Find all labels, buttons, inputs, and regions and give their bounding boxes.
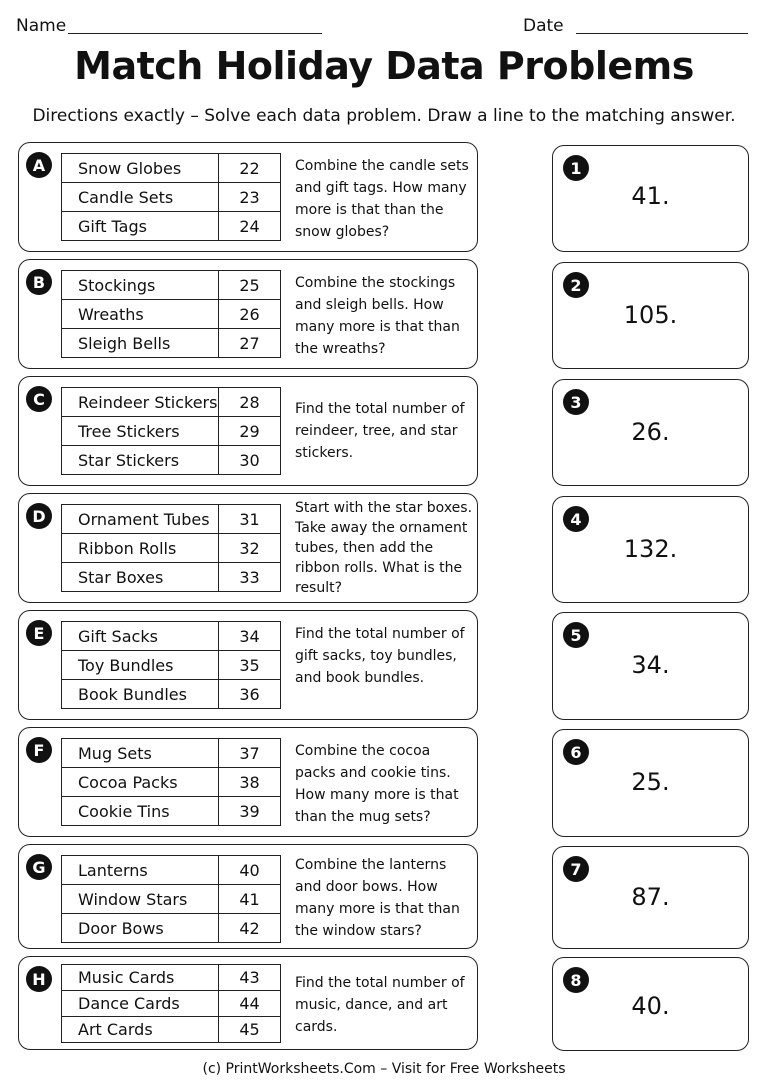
row-label: Gift Sacks [62, 622, 219, 651]
row-label: Ornament Tubes [62, 505, 219, 534]
row-label: Tree Stickers [62, 417, 219, 446]
problem-card-a [18, 142, 478, 252]
table-row [62, 183, 281, 212]
row-value: 22 [219, 154, 281, 183]
row-value: 26 [219, 300, 281, 329]
table-row [62, 446, 281, 475]
row-value: 38 [219, 768, 281, 797]
data-table [61, 504, 281, 592]
row-value: 39 [219, 797, 281, 826]
row-label: Door Bows [62, 914, 219, 943]
row-value: 43 [219, 965, 281, 991]
table-row [62, 388, 281, 417]
letter-badge: G [26, 854, 52, 880]
table-row [62, 505, 281, 534]
answer-number-badge: 5 [563, 622, 589, 648]
row-label: Cocoa Packs [62, 768, 219, 797]
name-line[interactable] [68, 33, 322, 34]
table-row [62, 885, 281, 914]
answer-value: 25. [631, 768, 670, 796]
letter-badge: H [26, 966, 52, 992]
data-table [61, 621, 281, 709]
answer-value: 132. [623, 535, 678, 563]
row-value: 33 [219, 563, 281, 592]
question-text: Find the total number of music, dance, and art cards. [295, 975, 465, 1035]
data-table [61, 738, 281, 826]
row-value: 30 [219, 446, 281, 475]
data-table [61, 270, 281, 358]
table-row [62, 1017, 281, 1043]
question-text: Start with the star boxes. Take away the ornament tubes, then add the ribbon rolls. What is the result? [295, 500, 473, 596]
letter-badge: E [26, 620, 52, 646]
row-label: Sleigh Bells [62, 329, 219, 358]
row-value: 35 [219, 651, 281, 680]
question-text: Find the total number of reindeer, tree, and star stickers. [295, 401, 465, 461]
footer-credit: (c) PrintWorksheets.Com – Visit for Free Worksheets [202, 1061, 566, 1077]
row-label: Star Stickers [62, 446, 219, 475]
row-label: Music Cards [62, 965, 219, 991]
answer-number-badge: 6 [563, 739, 589, 765]
row-label: Mug Sets [62, 739, 219, 768]
problem-card-g [18, 844, 478, 949]
row-label: Stockings [62, 271, 219, 300]
table-row [62, 991, 281, 1017]
data-table [61, 964, 281, 1043]
question-text: Combine the candle sets and gift tags. How many more is that than the snow globes? [295, 158, 469, 240]
row-label: Lanterns [62, 856, 219, 885]
answer-value: 34. [631, 651, 670, 679]
table-row [62, 563, 281, 592]
row-label: Candle Sets [62, 183, 219, 212]
answer-card-4[interactable] [552, 496, 749, 603]
row-label: Cookie Tins [62, 797, 219, 826]
page-title: Match Holiday Data Problems [74, 44, 694, 88]
row-value: 37 [219, 739, 281, 768]
answer-number-badge: 4 [563, 506, 589, 532]
date-line[interactable] [576, 33, 748, 34]
row-value: 34 [219, 622, 281, 651]
table-row [62, 622, 281, 651]
question-text: Combine the stockings and sleigh bells. How many more is that than the wreaths? [295, 275, 460, 357]
row-value: 41 [219, 885, 281, 914]
row-value: 31 [219, 505, 281, 534]
problem-card-e [18, 610, 478, 720]
answer-number-badge: 1 [563, 155, 589, 181]
row-value: 25 [219, 271, 281, 300]
row-label: Toy Bundles [62, 651, 219, 680]
row-label: Reindeer Stickers [62, 388, 219, 417]
directions-text: Directions exactly – Solve each data problem. Draw a line to the matching answer. [32, 106, 736, 126]
answer-card-6[interactable] [552, 729, 749, 837]
row-value: 40 [219, 856, 281, 885]
problem-card-d [18, 493, 478, 603]
answer-number-badge: 8 [563, 967, 589, 993]
data-table [61, 387, 281, 475]
answer-card-8[interactable] [552, 957, 749, 1051]
row-label: Art Cards [62, 1017, 219, 1043]
answer-number-badge: 2 [563, 272, 589, 298]
answer-value: 41. [631, 182, 670, 210]
answer-card-7[interactable] [552, 846, 749, 949]
row-value: 27 [219, 329, 281, 358]
letter-badge: F [26, 737, 52, 763]
name-label: Name [16, 16, 67, 36]
problem-card-c [18, 376, 478, 486]
table-row [62, 417, 281, 446]
answer-value: 87. [631, 883, 670, 911]
answer-number-badge: 7 [563, 856, 589, 882]
row-value: 32 [219, 534, 281, 563]
problem-card-h [18, 956, 478, 1050]
table-row [62, 271, 281, 300]
row-value: 23 [219, 183, 281, 212]
row-label: Book Bundles [62, 680, 219, 709]
answer-card-1[interactable] [552, 145, 749, 252]
data-table [61, 855, 281, 943]
answer-card-5[interactable] [552, 612, 749, 720]
row-value: 36 [219, 680, 281, 709]
table-row [62, 965, 281, 991]
table-row [62, 768, 281, 797]
question-text: Find the total number of gift sacks, toy bundles, and book bundles. [295, 626, 465, 686]
row-value: 42 [219, 914, 281, 943]
table-row [62, 300, 281, 329]
question-text: Combine the lanterns and door bows. How many more is that than the window stars? [295, 857, 460, 939]
letter-badge: B [26, 269, 52, 295]
row-value: 45 [219, 1017, 281, 1043]
table-row [62, 651, 281, 680]
answer-value: 26. [631, 418, 670, 446]
row-label: Dance Cards [62, 991, 219, 1017]
letter-badge: C [26, 386, 52, 412]
row-label: Star Boxes [62, 563, 219, 592]
answer-card-2[interactable] [552, 262, 749, 369]
row-label: Gift Tags [62, 212, 219, 241]
table-row [62, 680, 281, 709]
answer-value: 105. [623, 301, 678, 329]
row-label: Snow Globes [62, 154, 219, 183]
question-text: Combine the cocoa packs and cookie tins. How many more is that than the mug sets? [295, 743, 459, 825]
table-row [62, 739, 281, 768]
table-row [62, 212, 281, 241]
table-row [62, 797, 281, 826]
table-row [62, 534, 281, 563]
row-value: 44 [219, 991, 281, 1017]
letter-badge: A [26, 152, 52, 178]
table-row [62, 329, 281, 358]
row-label: Window Stars [62, 885, 219, 914]
row-value: 29 [219, 417, 281, 446]
table-row [62, 856, 281, 885]
problem-card-f [18, 727, 478, 837]
letter-badge: D [26, 503, 52, 529]
table-row [62, 914, 281, 943]
row-value: 28 [219, 388, 281, 417]
problem-card-b [18, 259, 478, 369]
table-row [62, 154, 281, 183]
row-value: 24 [219, 212, 281, 241]
row-label: Ribbon Rolls [62, 534, 219, 563]
row-label: Wreaths [62, 300, 219, 329]
answer-number-badge: 3 [563, 389, 589, 415]
date-label: Date [523, 16, 564, 36]
data-table [61, 153, 281, 241]
answer-card-3[interactable] [552, 379, 749, 486]
answer-value: 40. [631, 992, 670, 1020]
